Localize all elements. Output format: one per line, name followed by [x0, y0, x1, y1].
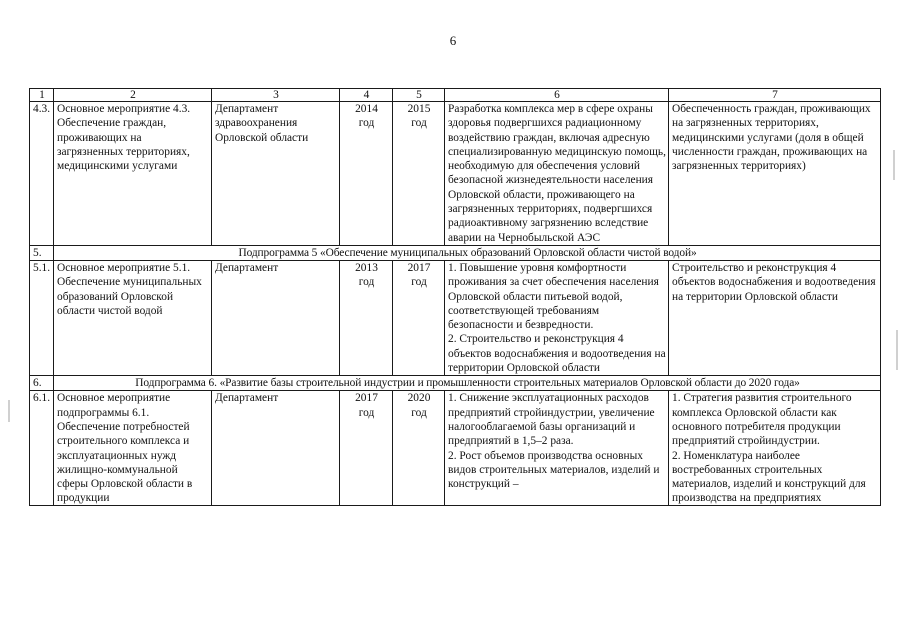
start-year-cell: 2013 год: [340, 260, 393, 375]
end-year-cell: 2017 год: [393, 260, 445, 375]
row-number: 4.3.: [30, 102, 54, 246]
subprogram-row: [30, 245, 881, 260]
program-table: [29, 88, 881, 506]
column-header: 5: [393, 89, 445, 102]
row-number: 5.1.: [30, 260, 54, 375]
column-header: 2: [54, 89, 212, 102]
end-year-cell: 2015 год: [393, 102, 445, 246]
column-header: 3: [212, 89, 340, 102]
indicator-cell: Строительство и реконструкция 4 объектов водоснабжения и водоотведения на территории Орловской области: [669, 260, 881, 375]
indicator-text: 1. Стратегия развития строительного комплекса Орловской области как основного потребителя продукции предприятий стройиндустрии. 2. Номенклатура наиболее востребованных строительных материалов, изделий и конструкций для производства на предприятиях: [672, 392, 866, 505]
measure-text: Основное мероприятие подпрограммы 6.1. Обеспечение потребностей строительного комплекса и эксплуатационных нужд жилищно-коммунальной сферы Орловской области в продукции: [57, 392, 193, 505]
result-cell: [445, 391, 669, 506]
scan-artifact: [8, 400, 10, 422]
result-cell: Разработка комплекса мер в сфере охраны здоровья подвергшихся радиационному воздействию граждан, включая адресную специализированную медицинскую помощь, необходимую для обеспечения условий безопасной жизнедеятельности населения Орловской области, проживающего на загрязненных территориях, подвергшихся радиоактивному загрязнению вследствие аварии на Чернобыльской АЭС: [445, 102, 669, 246]
executor-cell: Департамент: [212, 260, 340, 375]
row-number: 6.: [30, 376, 54, 391]
row-number: 5.: [30, 245, 54, 260]
row-number: 6.1.: [30, 391, 54, 506]
measure-cell: Основное мероприятие 4.3. Обеспечение граждан, проживающих на загрязненных территориях, медицинскими услугами: [54, 102, 212, 246]
indicator-cell: Обеспеченность граждан, проживающих на загрязненных территориях, медицинскими услугами (доля в общей численности граждан, проживающих на загрязненных территориях): [669, 102, 881, 246]
result-cell: 1. Повышение уровня комфортности проживания за счет обеспечения населения Орловской области питьевой водой, соответствующей требованиям безопасности и безвредности. 2. Строительство и реконструкция 4 объектов водоснабжения и водоотведения на территории Орловской области: [445, 260, 669, 375]
table-row: [30, 260, 881, 375]
end-year-cell: 2020 год: [393, 391, 445, 506]
column-number-row: [30, 89, 881, 102]
scan-artifact: [893, 150, 895, 180]
subprogram-row: [30, 376, 881, 391]
executor-cell: Департамент здравоохранения Орловской области: [212, 102, 340, 246]
page-number: 6: [449, 33, 457, 48]
column-header: 6: [445, 89, 669, 102]
scan-artifact: [896, 330, 898, 370]
start-year-cell: 2017 год: [340, 391, 393, 506]
result-text: 1. Снижение эксплуатационных расходов предприятий стройиндустрии, увеличение налогооблагаемой базы организаций и предприятий в 1,5–2 раза. 2. Рост объемов производства основных видов строительных материалов, изделий и конструкций –: [448, 392, 660, 491]
table-row: [30, 391, 881, 506]
start-year-cell: 2014 год: [340, 102, 393, 246]
executor-cell: Департамент: [212, 391, 340, 506]
column-header: 1: [30, 89, 54, 102]
indicator-cell: [669, 391, 881, 506]
subprogram-title: Подпрограмма 5 «Обеспечение муниципальных образований Орловской области чистой водой»: [54, 245, 881, 260]
measure-cell: [54, 391, 212, 506]
measure-cell: Основное мероприятие 5.1. Обеспечение муниципальных образований Орловской области чистой водой: [54, 260, 212, 375]
subprogram-title: Подпрограмма 6. «Развитие базы строительной индустрии и промышленности строительных материалов Орловской области до 2020 года»: [54, 376, 881, 391]
column-header: 4: [340, 89, 393, 102]
column-header: 7: [669, 89, 881, 102]
table-row: [30, 102, 881, 246]
